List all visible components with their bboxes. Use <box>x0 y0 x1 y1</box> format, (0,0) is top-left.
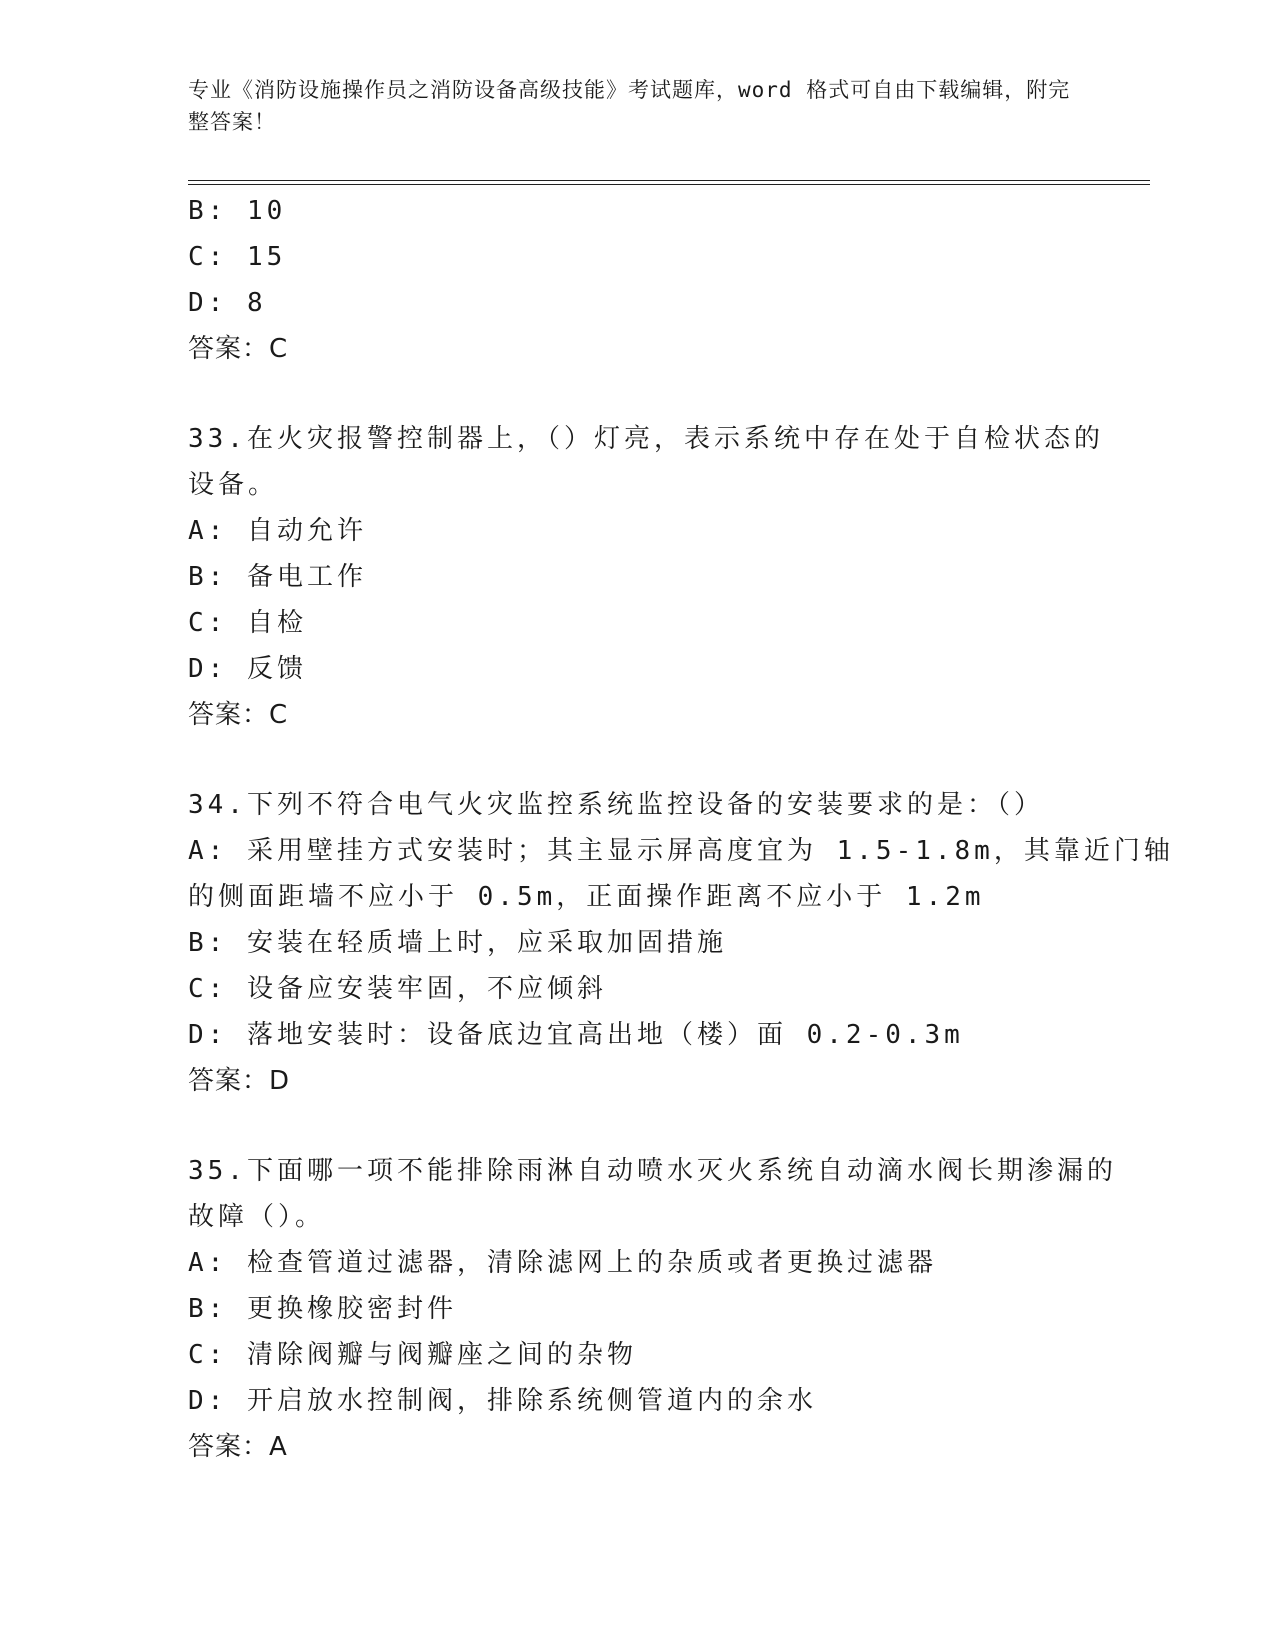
option-a: A: 自动允许 <box>188 516 367 546</box>
option-b: B: 备电工作 <box>188 562 367 592</box>
option-d: D: 8 <box>188 288 267 318</box>
question-stem: 33.在火灾报警控制器上，（）灯亮，表示系统中存在处于自检状态的 <box>188 424 1104 454</box>
question-stem: 35.下面哪一项不能排除雨淋自动喷水灭火系统自动滴水阀长期渗漏的 <box>188 1156 1117 1186</box>
answer-label: 答案：D <box>188 1066 291 1096</box>
option-c: C: 自检 <box>188 608 307 638</box>
option-c: C: 15 <box>188 242 287 272</box>
answer-label: 答案：A <box>188 1432 288 1462</box>
option-c: C: 设备应安装牢固，不应倾斜 <box>188 974 607 1004</box>
document-header: 专业《消防设施操作员之消防设备高级技能》考试题库，word 格式可自由下载编辑，附完整答案！ <box>188 78 1071 134</box>
option-a-continued: 的侧面距墙不应小于 0.5m，正面操作距离不应小于 1.2m <box>188 882 985 912</box>
option-b: B: 10 <box>188 196 287 226</box>
question-35 <box>188 1148 1117 1470</box>
question-stem: 设备。 <box>188 470 279 500</box>
question-stem: 故障（）。 <box>188 1202 326 1232</box>
option-d: D: 落地安装时：设备底边宜高出地（楼）面 0.2-0.3m <box>188 1020 964 1050</box>
answer-label: 答案：C <box>188 334 289 364</box>
option-b: B: 更换橡胶密封件 <box>188 1294 457 1324</box>
option-b: B: 安装在轻质墙上时，应采取加固措施 <box>188 928 727 958</box>
option-a: A: 检查管道过滤器，清除滤网上的杂质或者更换过滤器 <box>188 1248 937 1278</box>
previous-question-tail <box>188 188 1088 372</box>
question-content <box>188 188 1174 1470</box>
option-d: D: 反馈 <box>188 654 307 684</box>
spacer <box>188 1104 1088 1148</box>
spacer <box>188 738 1088 782</box>
option-a: A: 采用壁挂方式安装时；其主显示屏高度宜为 1.5-1.8m，其靠近门轴 <box>188 836 1174 866</box>
option-c: C: 清除阀瓣与阀瓣座之间的杂物 <box>188 1340 637 1370</box>
header-divider-top <box>188 180 1150 181</box>
question-33 <box>188 416 1104 738</box>
spacer <box>188 372 1088 416</box>
question-34 <box>188 782 1174 1104</box>
answer-label: 答案：C <box>188 700 289 730</box>
header-divider-bottom <box>188 184 1150 185</box>
question-stem: 34.下列不符合电气火灾监控系统监控设备的安装要求的是：（） <box>188 790 1044 820</box>
option-d: D: 开启放水控制阀，排除系统侧管道内的余水 <box>188 1386 817 1416</box>
